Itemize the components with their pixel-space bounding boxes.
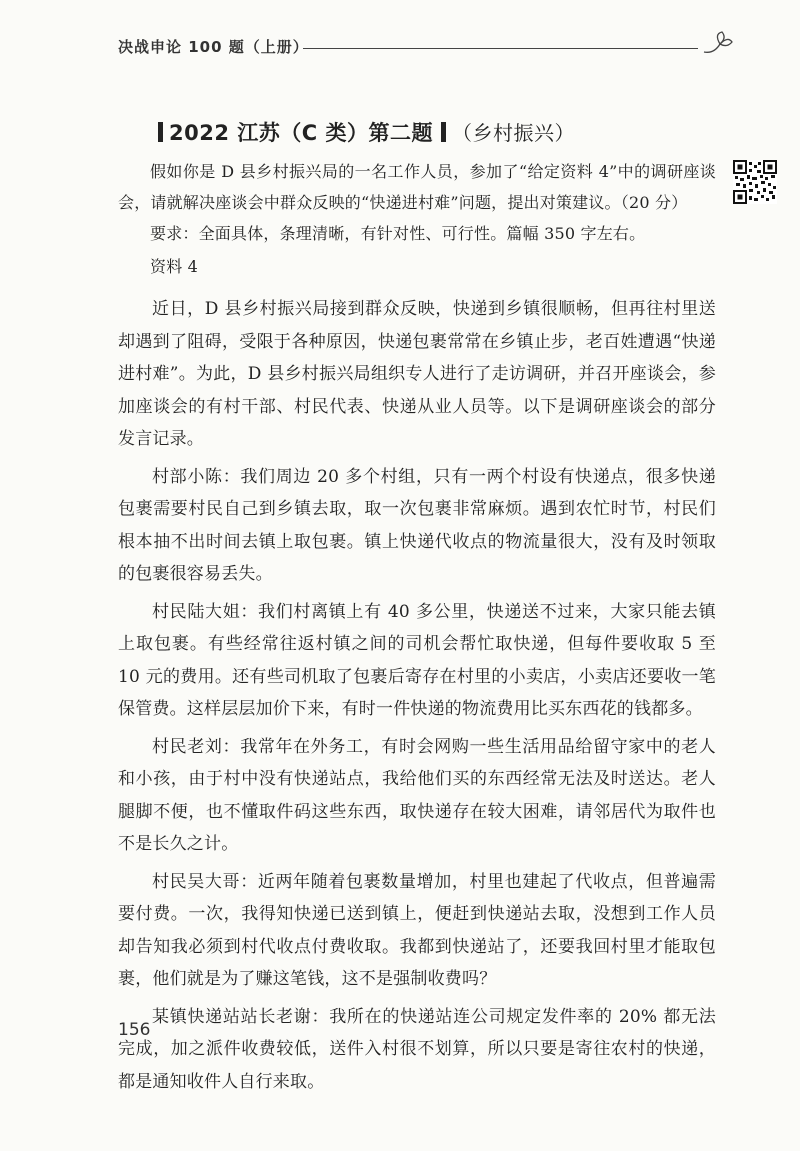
material-paragraph: 村民吴大哥：近两年随着包裹数量增加，村里也建起了代收点，但普遍需要付费。一次，我得知快递已送到镇上，便赶到快递站去取，没想到工作人员却告知我必须到村代收点付费收取。我都到快递站了，还要我回村里才能取包裹，他们就是为了赚这笔钱，这不是强制收费吗？ [118, 871, 716, 989]
header-rule [303, 48, 698, 49]
material-paragraph: 近日，D 县乡村振兴局接到群众反映，快递到乡镇很顺畅，但再往村里送却遇到了阻碍，受限于各种原因，快递包裹常常在乡镇止步，老百姓遭遇“快递进村难”。为此，D 县乡村振兴局组织专人进行了走访调研，并召开座谈会，参加座谈会的有村干部、村民代表、快递从业人员等。以下是调研座谈会的部分发言记录。 [118, 299, 716, 449]
page-number: 156 [118, 1020, 151, 1040]
question-requirements: 要求：全面具体，条理清晰，有针对性、可行性。篇幅 350 字左右。 [150, 224, 646, 243]
section-year-label: 2022 江苏（C 类）第二题 [169, 121, 433, 145]
material-paragraph: 村民陆大姐：我们村离镇上有 40 多公里，快递送不过来，大家只能去镇上取包裹。有些经常往返村镇之间的司机会帮忙取快递，但每件要收取 5 至 10 元的费用。还有些司机取了包裹后寄存在村里的小卖店，小卖店还要收一笔保管费。这样层层加价下来，有时一件快递的物流费用比买东西花的钱都多。 [118, 601, 716, 719]
question-block [118, 156, 716, 282]
title-bar-left [158, 122, 163, 142]
material-paragraph: 某镇快递站站长老谢：我所在的快递站连公司规定发件率的 20% 都无法完成，加之派件收费较低，送件入村很不划算，所以只要是寄往农村的快递，都是通知收件人自行来取。 [118, 1006, 716, 1092]
material-paragraph: 村部小陈：我们周边 20 多个村组，只有一两个村设有快递点，很多快递包裹需要村民自己到乡镇去取，取一次包裹非常麻烦。遇到农忙时节，村民们根本抽不出时间去镇上取包裹。镇上快递代收点的物流量很大，没有及时领取的包裹很容易丢失。 [118, 466, 716, 584]
material-label: 资料 4 [150, 257, 199, 276]
running-header: 决战申论 100 题（上册） [118, 38, 309, 56]
section-title [158, 117, 575, 147]
material-body [118, 293, 716, 1098]
section-topic: （乡村振兴） [451, 121, 575, 145]
qr-code [733, 160, 777, 204]
question-prompt: 假如你是 D 县乡村振兴局的一名工作人员，参加了“给定资料 4”中的调研座谈会，请就解决座谈会中群众反映的“快递进村难”问题，提出对策建议。（20 分） [118, 162, 716, 212]
material-paragraph: 村民老刘：我常年在外务工，有时会网购一些生活用品给留守家中的老人和小孩，由于村中没有快递站点，我给他们买的东西经常无法及时送达。老人腿脚不便，也不懂取件码这些东西，取快递存在较大困难，请邻居代为取件也不是长久之计。 [118, 736, 716, 854]
title-bar-right [441, 122, 446, 142]
sprout-icon [700, 30, 734, 58]
